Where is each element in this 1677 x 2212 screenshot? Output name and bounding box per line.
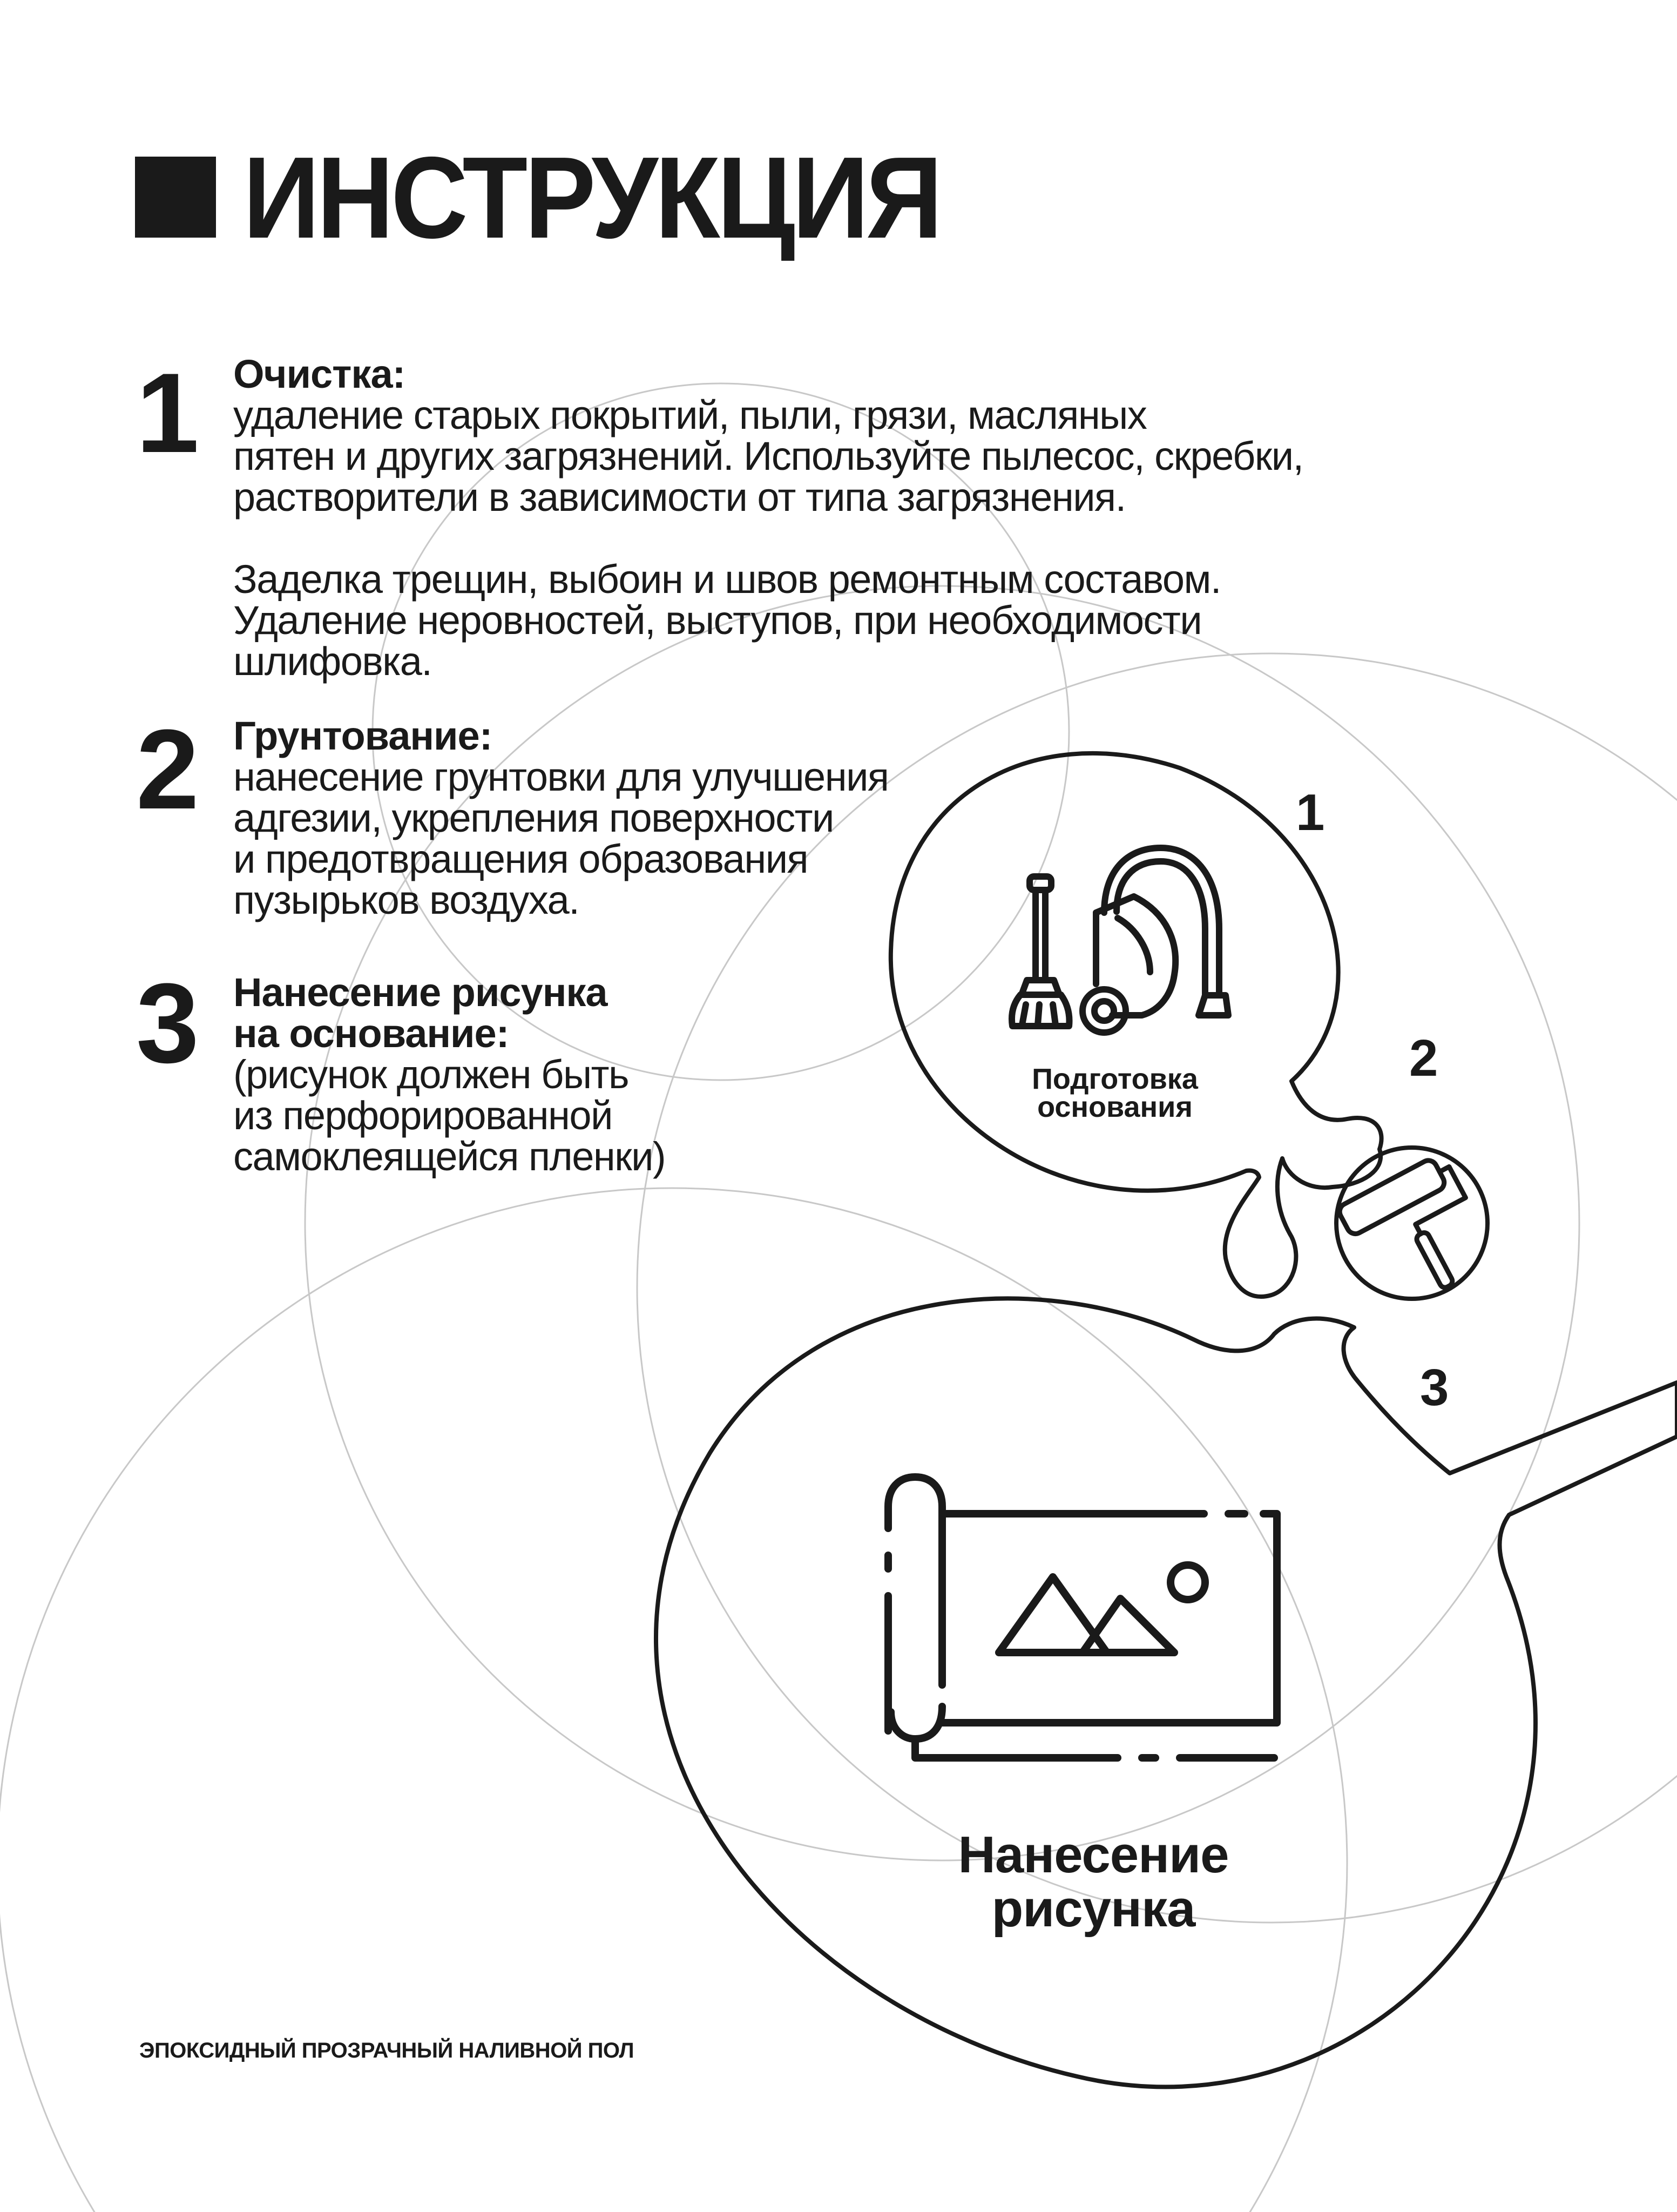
stage-1-label: Подготовка основания bbox=[1032, 1063, 1198, 1123]
stage-3-number: 3 bbox=[1420, 1359, 1449, 1417]
footer-product-name: ЭПОКСИДНЫЙ ПРОЗРАЧНЫЙ НАЛИВНОЙ ПОЛ bbox=[139, 2039, 634, 2062]
step-2 bbox=[233, 713, 1043, 922]
stage3-outline bbox=[656, 1299, 1677, 2087]
step-3-number: 3 bbox=[136, 960, 199, 1087]
step-3-title: Нанесение рисунка на основание: bbox=[233, 970, 607, 1056]
stage-1-number: 1 bbox=[1296, 784, 1325, 841]
step-3 bbox=[233, 972, 935, 1177]
step-1-number: 1 bbox=[136, 349, 199, 476]
page-title bbox=[135, 132, 1000, 262]
step-3-paragraph-1: (рисунок должен быть из перфорированной самоклеящейся пленки) bbox=[233, 1052, 666, 1179]
image-canvas-icon bbox=[888, 1477, 1277, 1758]
stage-2-number: 2 bbox=[1409, 1029, 1438, 1087]
title-square-icon bbox=[135, 157, 216, 238]
step-1-title: Очистка: bbox=[233, 352, 405, 396]
step-2-paragraph-1: нанесение грунтовки для улучшения адгезии, укрепления поверхности и предотвращения образования пузырьков воздуха. bbox=[233, 754, 889, 922]
title-text: ИНСТРУКЦИЯ bbox=[243, 132, 940, 262]
stage-3-label: Нанесение рисунка bbox=[958, 1826, 1229, 1938]
step-1-paragraph-2: Заделка трещин, выбоин и швов ремонтным составом. Удаление неровностей, выступов, при необходимости шлифовка. bbox=[233, 557, 1221, 684]
step-1-paragraph-1: удаление старых покрытий, пыли, грязи, масляных пятен и других загрязнений. Используйте пылесос, скребки, растворители в зависимости от типа загрязнения. bbox=[233, 393, 1303, 520]
step-2-title: Грунтование: bbox=[233, 713, 492, 758]
step-1 bbox=[233, 354, 1529, 682]
vacuum-cleaner-icon bbox=[1083, 848, 1228, 1033]
step-2-number: 2 bbox=[136, 706, 199, 833]
